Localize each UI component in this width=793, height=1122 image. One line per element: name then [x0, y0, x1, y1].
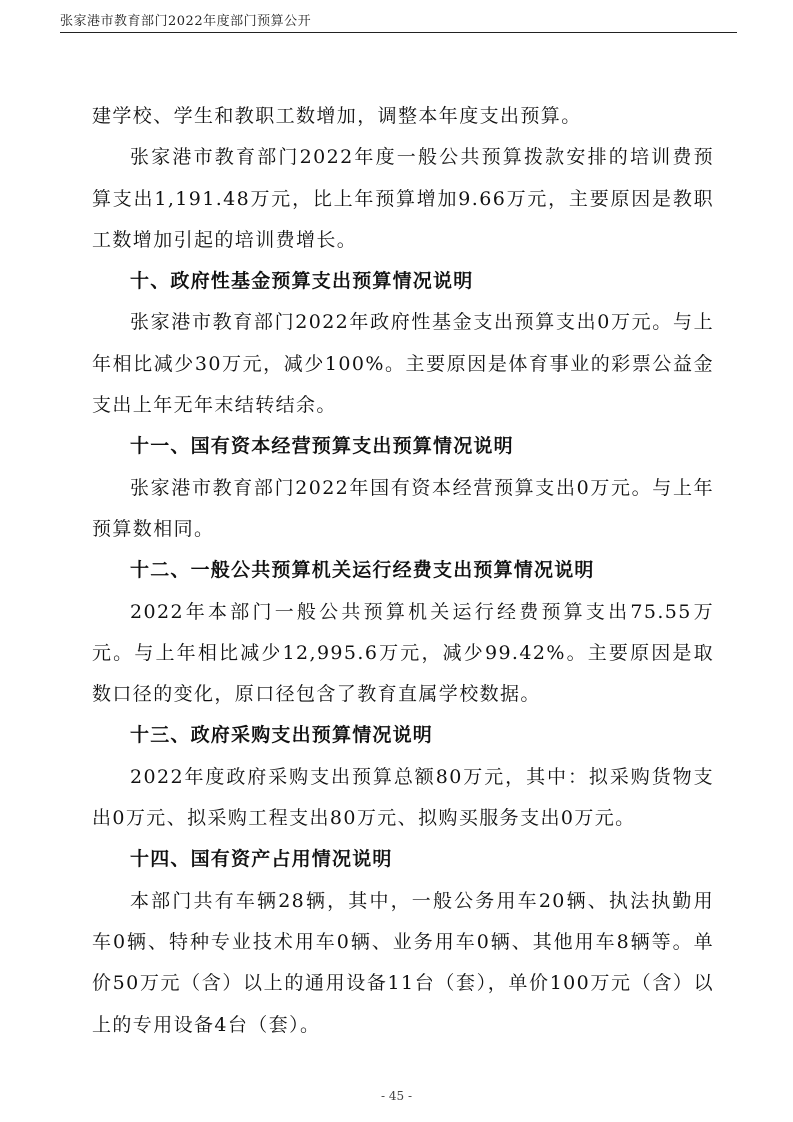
section-heading-10: 十、政府性基金预算支出预算情况说明	[130, 270, 474, 293]
section-heading-14: 十四、国有资产占用情况说明	[130, 848, 393, 871]
paragraph-operating-expense: 2022年本部门一般公共预算机关运行经费预算支出75.55万元。与上年相比减少12,995.6万元，减少99.42%。主要原因是取数口径的变化，原口径包含了教育直属学校数据。	[92, 600, 714, 706]
page-header-title: 张家港市教育部门2022年度部门预算公开	[60, 14, 312, 29]
paragraph-procurement: 2022年度政府采购支出预算总额80万元，其中：拟采购货物支出0万元、拟采购工程支出80万元、拟购买服务支出0万元。	[92, 765, 714, 830]
section-heading-12: 十二、一般公共预算机关运行经费支出预算情况说明	[130, 559, 595, 582]
paragraph-gov-fund: 张家港市教育部门2022年政府性基金支出预算支出0万元。与上年相比减少30万元，减少100%。主要原因是体育事业的彩票公益金支出上年无年末结转结余。	[92, 311, 714, 417]
paragraph-training-fee: 张家港市教育部门2022年度一般公共预算拨款安排的培训费预算支出1,191.48万元，比上年预算增加9.66万元，主要原因是教职工数增加引起的培训费增长。	[92, 146, 714, 251]
paragraph-state-assets: 本部门共有车辆28辆，其中，一般公务用车20辆、执法执勤用车0辆、特种专业技术用车0辆、业务用车0辆、其他用车8辆等。单价50万元（含）以上的通用设备11台（套），单价100万元（含）以上的专用设备4台（套）。	[92, 889, 714, 1036]
document-body	[92, 96, 714, 1046]
paragraph-state-capital: 张家港市教育部门2022年国有资本经营预算支出0万元。与上年预算数相同。	[92, 476, 714, 540]
section-heading-13: 十三、政府采购支出预算情况说明	[130, 724, 434, 747]
section-heading-11: 十一、国有资本经营预算支出预算情况说明	[130, 435, 514, 458]
header-divider	[60, 32, 737, 33]
paragraph-continuation: 建学校、学生和教职工数增加，调整本年度支出预算。	[92, 105, 582, 127]
page-number: - 45 -	[380, 1089, 412, 1103]
